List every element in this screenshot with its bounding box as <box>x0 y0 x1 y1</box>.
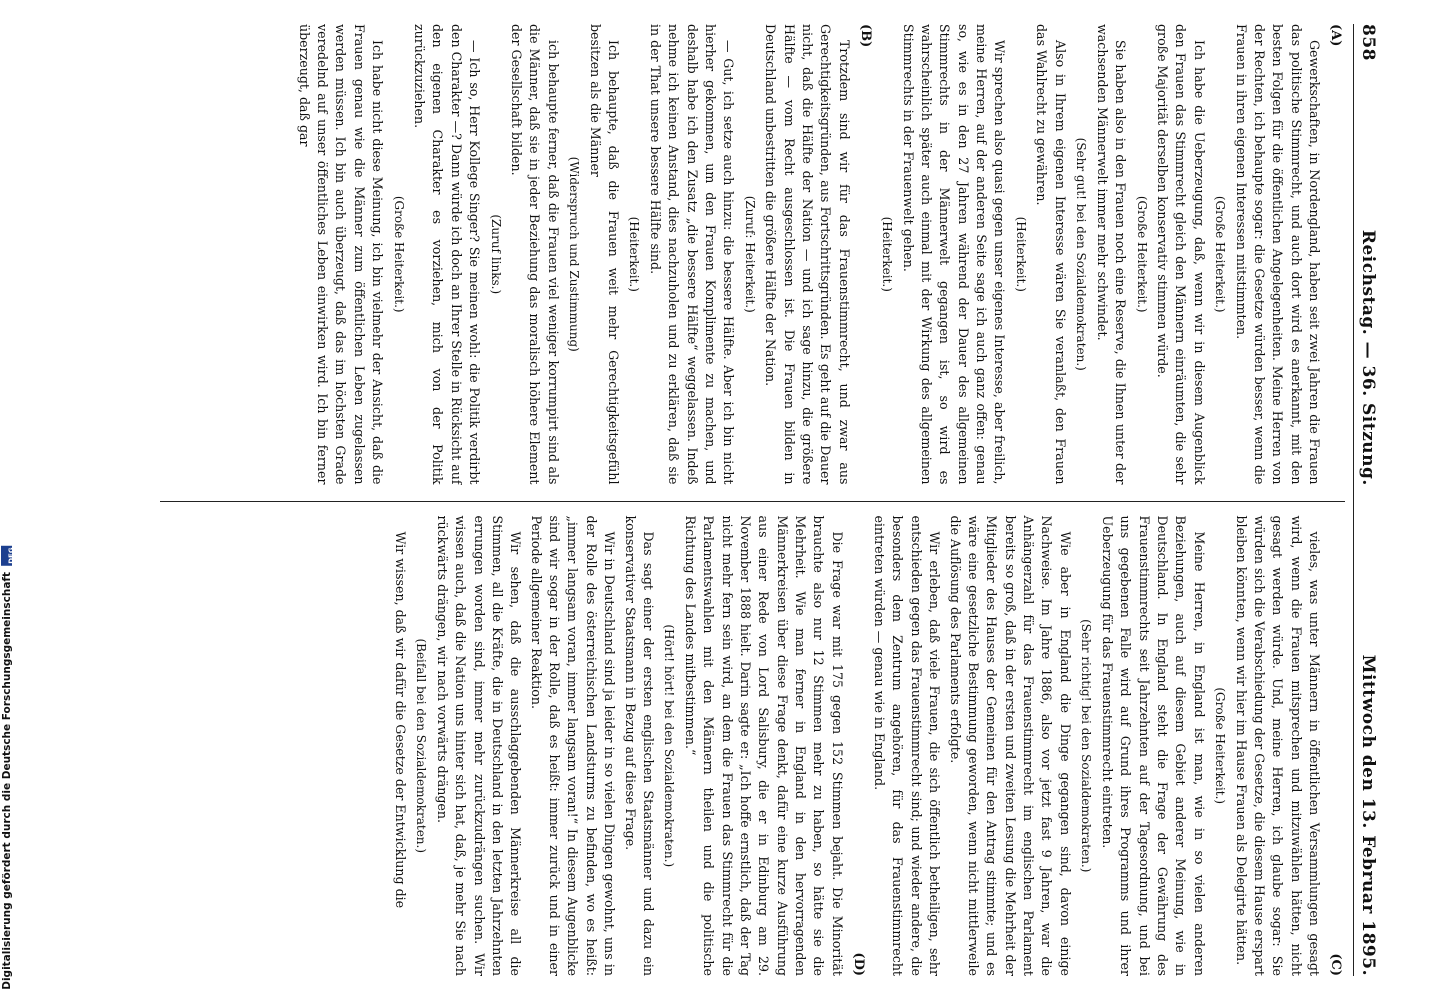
speech-paragraph: Gewerkschaften, in Nordengland, haben seit zwei Jahren die Frauen das politische Stimmrecht, und auch dort wird es anerkannt, mit den besten Folgen für die öffentlichen Angelegenheiten. Meine Herren von der Rechten, ich behaupte sogar: die Gesetze würden besser, wenn die Frauen in ihren eigenen Interessen mitstimmten. <box>1233 24 1323 485</box>
interjection: (Große Heiterkeit.) <box>391 195 406 313</box>
speech-paragraph: — Ich so, Herr Kollege Singer? Sie meinen wohl: die Politik verdirbt den Charakter —? Dann würde ich doch an Ihrer Stelle in Rücksicht auf den eigenen Charakter es vorziehen, mich von der Politik zurückzuziehen. <box>411 24 483 485</box>
speech-paragraph: — Gut, ich setze auch hinzu: die bessere Hälfte. Aber ich bin nicht hierher gekommen, um den Frauen Komplimente zu machen, und deshalb habe ich den Zusatz „die bessere Hälfte“ weggelassen. Indeß nehme ich keinen Anstand, dies nachzuholen und zu erklären, daß sie in der That unsere bessere Hälfte sind. <box>647 24 737 485</box>
interjection: (Große Heiterkeit.) <box>1213 195 1228 313</box>
interjection: (Sehr gut! bei den Sozialdemokraten.) <box>1074 137 1089 371</box>
speech-paragraph: Die Frage war mit 175 gegen 152 Stimmen bejaht. Die Minorität brauchte also nur 12 Stimmen mehr zu haben, so hätte sie die Mehrheit. Wie man ferner in England in den hervorragenden Männerkreisen über diese Frage denkt, dafür eine kurze Ausführung aus einer Rede von Lord Salisbury, die er in Edinburg am 29. November 1888 hielt. Darin sagte er: „Ich hoffe ernstlich, daß der Tag nicht mehr fern sein wird, an dem die Frauen das Stimmrecht für die Parlamentswahlen mit den Männern theilen und die politische Richtung des Landes mitbestimmen.“ <box>682 515 845 976</box>
speech-paragraph: Ich habe nicht diese Meinung, ich bin vielmehr der Ansicht, daß die Frauen genau wie die Männer zum öffentlichen Leben zugelassen werden müssen. Ich bin auch überzeugt, daß das im höchsten Grade veredelnd auf unser öffentliches Leben einwirken wird. Ich bin ferner überzeugt, daß gar <box>296 24 386 485</box>
speech-paragraph: Wir in Deutschland sind ja leider in so vielen Dingen gewohnt, uns in der Rolle des österreichischen Landsturms zu befinden, wo es heißt: „immer langsam voran, immer langsam voran!“ In diesem Augenblicke sind wir sogar in der Rolle, daß es heißt: immer zurück und in einer Periode allgemeiner Reaktion. <box>528 515 618 976</box>
speech-paragraph: Also in Ihrem eigenen Interesse wären Sie veranlaßt, den Frauen das Wahlrecht zu gewähren. <box>1034 24 1068 485</box>
margin-marker-c: (C) <box>1328 953 1343 976</box>
document-page <box>128 0 1398 1000</box>
interjection: (Heiterkeit.) <box>627 216 642 292</box>
interjection: (Sehr richtig! bei den Sozialdemokraten.) <box>1079 619 1094 873</box>
interjection: (Zuruf: Heiterkeit.) <box>742 195 757 313</box>
interjection: (Beifall bei den Sozialdemokraten.) <box>414 638 429 854</box>
interjection: (Große Heiterkeit.) <box>1213 687 1228 805</box>
right-column <box>160 501 1345 977</box>
speech-paragraph: ich behaupte ferner, daß die Frauen viel weniger korrumpirt sind als die Männer, daß sie in jeder Beziehung das moralisch höhere Element der Gesellschaft bilden. <box>508 24 561 485</box>
speech-paragraph: vieles, was unter Männern in öffentlichen Versammlungen gesagt wird, wenn die Frauen mitsprechen und mitzuwählen hätten, nicht gesagt werden würde. Und, meine Herren, ich glaube sogar: Sie würden sich die Verabschiedung der Gesetze, die diesem Hause erspart bleiben könnten, wenn wir hier im Hause Frauen als Delegirte hätten. <box>1233 515 1323 976</box>
speech-paragraph: Wir sprechen also quasi gegen unser eigenes Interesse, aber freilich, meine Herren, auf der anderen Seite sage ich auch ganz offen: genau so, wie es in den 27 Jahren während der Dauer des allgemeinen Stimmrechts in der Männerwelt gegangen ist, so wird es wahrscheinlich später auch einmal mit der Wirkung des allgemeinen Stimmrechts in der Frauenwelt gehen. <box>900 24 1008 485</box>
interjection: (Heiterkeit.) <box>880 216 895 292</box>
speech-paragraph: Meine Herren, in England ist man, wie in so vielen anderen Beziehungen, auch auf diesem Gebiet anderer Meinung, wie in Deutschland. In England steht die Frage der Gewährung des Frauenstimmrechts seit Jahrzehnten auf der Tagesordnung, und bei uns gegebenen Falle wird auf Grund ihres Programms und ihrer Ueberzeugung für das Frauenstimmrecht eintreten. <box>1099 515 1207 976</box>
interjection: (Große Heiterkeit.) <box>1134 195 1149 313</box>
page-header <box>1353 24 1378 976</box>
session-title: Reichstag. — 36. Sitzung. <box>1358 229 1378 486</box>
speech-paragraph: Wie aber in England die Dinge gegangen sind, davon einige Nachweise. Im Jahre 1886, also vor jetzt fast 9 Jahren, war die Anhängerzahl für das Frauenstimmrecht im englischen Parlament bereits so groß, daß in der ersten und zweiten Lesung die Mehrheit der Mitglieder des Hauses der Gemeinen für den Antrag stimmte; und es wäre eine gesetzliche Bestimmung geworden, wenn nicht mittlerweile die Auflösung des Parlaments erfolgte. <box>947 515 1073 976</box>
text-columns <box>160 24 1345 976</box>
speech-paragraph: Wir sehen, daß die ausschlaggebenden Männerkreise all die Stimmen, all die Kräfte, die in Deutschland in den letzten Jahrzehnten errungen worden sind, immer mehr zurückzudrängen suchen. Wir wissen auch, daß die Nation uns hinter sich hat, daß, je mehr Sie nach rückwärts drängen, wir nach vorwärts drängen. <box>434 515 524 976</box>
interjection: (Heiterkeit.) <box>1013 216 1028 292</box>
session-date: Mittwoch den 13. Februar 1895. <box>1358 654 1378 976</box>
margin-marker-b: (B) <box>857 24 873 48</box>
speech-paragraph: Ich habe die Ueberzeugung, daß, wenn wir in diesem Augenblick den Frauen das Stimmrecht gleich den Männern einräumten, die sehr große Majorität derselben konservativ stimmen würde. <box>1154 24 1207 485</box>
dfg-logo-icon: DFG <box>2 546 13 566</box>
left-column <box>160 24 1345 485</box>
speech-paragraph: Sie haben also in den Frauen noch eine Reserve, die Ihnen unter der wachsenden Männerwelt immer mehr schwindet. <box>1094 24 1128 485</box>
interjection: (Hört! hört! bei den Sozialdemokraten.) <box>662 624 677 868</box>
interjection: (Widerspruch und Zustimmung) <box>567 156 582 352</box>
speech-paragraph: Wir erleben, daß viele Frauen, die sich öffentlich betheiligen, sehr entschieden gegen das Frauenstimmrecht sind; und wieder andere, die besonders dem Zentrum angehören, für das Frauenstimmrecht eintreten würden — genau wie in England. <box>872 515 943 976</box>
speech-paragraph: Wir wissen, daß wir dafür die Gesetze der Entwicklung die <box>392 531 408 909</box>
funding-note <box>0 0 14 1000</box>
funding-text: Digitalisierung gefördert durch die Deutsche Forschungsgemeinschaft <box>1 572 13 990</box>
speech-paragraph: Ich behaupte, daß die Frauen weit mehr Gerechtigkeitsgefühl besitzen als die Männer <box>587 24 621 485</box>
page-number: 858 <box>1358 24 1378 61</box>
margin-marker-d: (D) <box>850 952 866 976</box>
speech-paragraph: Das sagt einer der ersten englischen Staatsmänner und dazu ein konservativer Staatsmann in Bezug auf diese Frage. <box>622 515 656 976</box>
speech-paragraph: Trotzdem sind wir für das Frauenstimmrecht, und zwar aus Gerechtigkeitsgründen, aus Fortschrittsgründen. Es geht auf die Dauer nicht, daß die Hälfte der Nation — und ich sage hinzu, die größere Hälfte — vom Recht ausgeschlossen ist. Die Frauen bilden in Deutschland unbestritten die größere Hälfte der Nation. <box>763 24 852 485</box>
margin-marker-a: (A) <box>1328 24 1343 47</box>
interjection: (Zuruf links.) <box>488 214 503 295</box>
